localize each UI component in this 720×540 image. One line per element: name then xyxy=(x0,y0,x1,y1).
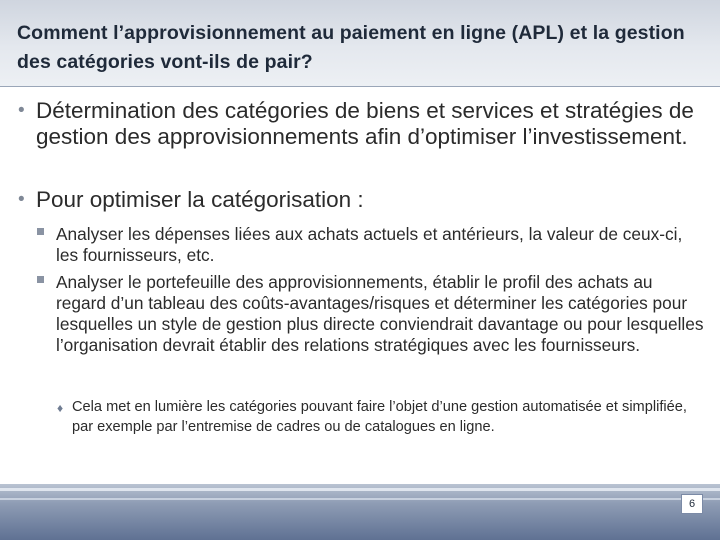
bullet-dot-icon: • xyxy=(18,100,25,121)
bullet-2-text: Pour optimiser la catégorisation : xyxy=(36,187,364,212)
bullet-1-text: Détermination des catégories de biens et services et stratégies de gestion des approvisionnements afin d’optimiser l’investissement. xyxy=(36,98,694,149)
slide-title: Comment l’approvisionnement au paiement en ligne (APL) et la gestion des catégories vont-ils de pair? xyxy=(17,22,685,73)
sub-bullet-1-text: Analyser les dépenses liées aux achats actuels et antérieurs, la valeur de ceux-ci, les fournisseurs, etc. xyxy=(56,224,683,265)
bullet-dot-icon: • xyxy=(18,189,25,210)
footer-stripe xyxy=(0,488,720,491)
bullet-2 xyxy=(18,187,706,213)
footer-band xyxy=(0,484,720,540)
sub-bullet-1 xyxy=(56,224,704,266)
diamond-bullet-icon: ♦ xyxy=(57,401,64,415)
square-bullet-icon xyxy=(37,228,44,235)
sub-sub-bullet-1-text: Cela met en lumière les catégories pouvant faire l’objet d’une gestion automatisée et simplifiée, par exemple par l’entremise de cadres ou de catalogues en ligne. xyxy=(72,399,687,435)
sub-sub-bullet-1 xyxy=(57,397,700,437)
footer-stripe xyxy=(0,498,720,500)
sub-bullet-2 xyxy=(56,272,704,356)
page-number: 6 xyxy=(681,494,703,514)
bullet-1 xyxy=(18,98,706,150)
square-bullet-icon xyxy=(37,276,44,283)
sub-bullet-2-text: Analyser le portefeuille des approvisionnements, établir le profil des achats au regard d’un tableau des coûts-avantages/risques et déterminer les catégories pour lesquelles un style de gestion plus directe conviendrait davantage ou pour lesquelles l’organisation devrait établir des relations stratégiques avec les fournisseurs. xyxy=(56,272,704,355)
